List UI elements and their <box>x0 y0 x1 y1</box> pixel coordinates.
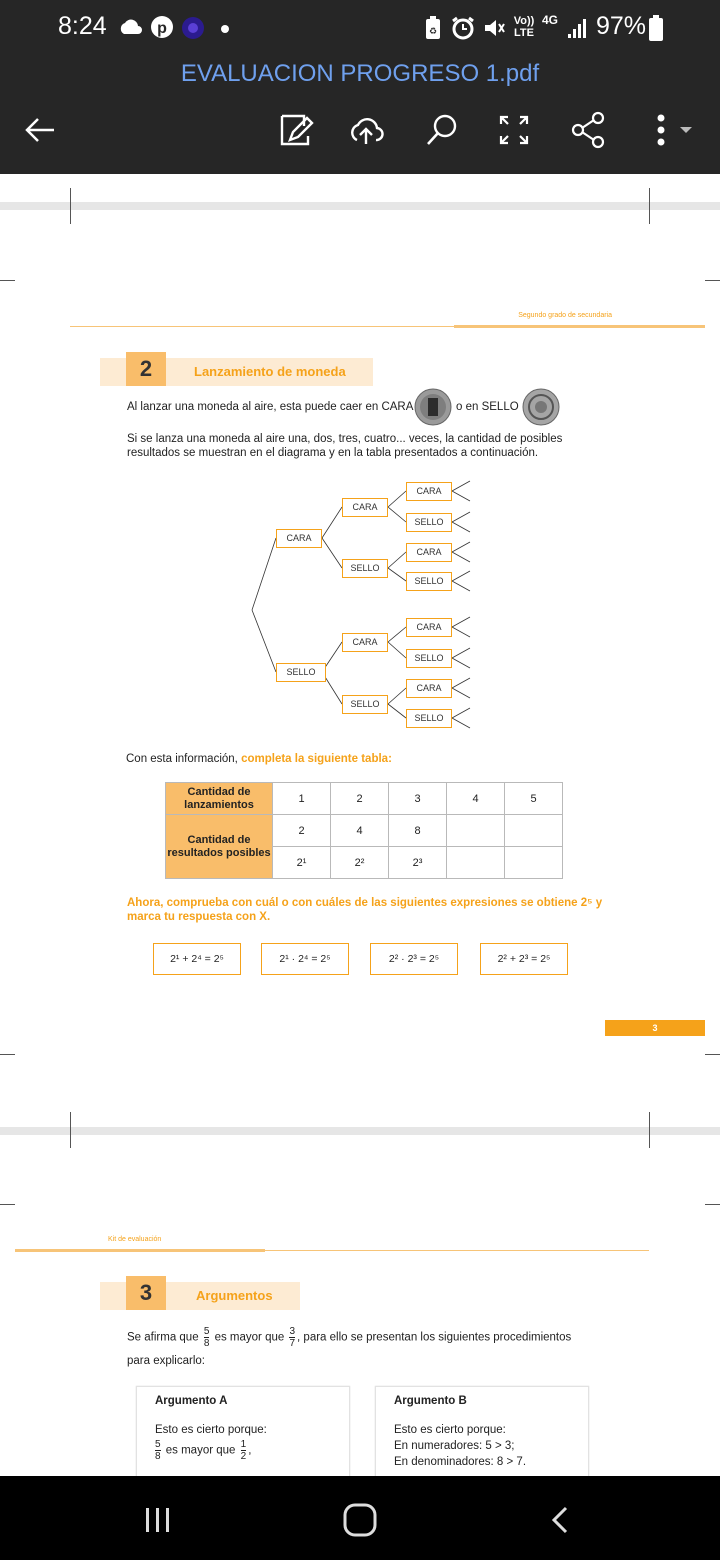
tree-node: SELLO <box>406 513 452 532</box>
fullscreen-icon[interactable] <box>496 112 532 148</box>
argument-line: En denominadores: 8 > 7. <box>394 1456 527 1468</box>
search-icon[interactable] <box>422 110 462 150</box>
intro-text-b: o en SELLO <box>456 401 519 413</box>
question-text: Ahora, comprueba con cuál o con cuáles de las siguientes expresiones se obtiene 2⁵ y marca tu respuesta con X. <box>127 897 603 923</box>
svg-text:♻: ♻ <box>428 26 438 36</box>
table-cell: 4 <box>331 815 389 847</box>
table-header: Cantidad de resultados posibles <box>166 815 273 879</box>
tree-node: CARA <box>406 482 452 501</box>
argument-line: Esto es cierto porque: <box>155 1424 267 1436</box>
table-cell: 2¹ <box>273 847 331 879</box>
expression-option[interactable]: 2¹ · 2⁴ = 2⁵ <box>261 943 349 975</box>
tree-node: CARA <box>406 618 452 637</box>
tree-node: CARA <box>406 679 452 698</box>
numerator: 5 <box>203 1326 210 1337</box>
arguments-intro <box>127 1326 607 1349</box>
section-number: 3 <box>126 1276 166 1310</box>
tree-node: SELLO <box>342 559 388 578</box>
fraction <box>204 1326 210 1349</box>
tree-node: CARA <box>276 529 322 548</box>
intro-text: es mayor que <box>214 1331 285 1344</box>
svg-text:p: p <box>157 20 167 37</box>
pdf-toolbar <box>0 56 720 174</box>
tree-node: SELLO <box>276 663 326 682</box>
battery-icon <box>648 14 664 42</box>
crop-mark <box>0 280 15 281</box>
volte-icon: Vo)) LTE <box>513 15 535 39</box>
tree-node: SELLO <box>406 649 452 668</box>
argument-line: Esto es cierto porque: <box>394 1424 506 1436</box>
denominator: 2 <box>240 1451 247 1462</box>
coin-sello-icon <box>522 388 560 426</box>
expression-option[interactable]: 2² + 2³ = 2⁵ <box>480 943 568 975</box>
tree-node: SELLO <box>406 572 452 591</box>
table-cell-empty[interactable] <box>447 815 505 847</box>
battery-saver-icon <box>424 15 442 41</box>
navigation-bar <box>0 1476 720 1560</box>
edit-icon[interactable] <box>276 110 316 150</box>
table-instruction <box>126 752 392 766</box>
intro-paragraph: Si se lanza una moneda al aire una, dos, tres, cuatro... veces, la cantidad de posibles resultados se muestran en el diagrama y en la tabla presentados a continuación. <box>127 433 563 459</box>
home-icon[interactable] <box>340 1502 380 1538</box>
argument-text: es mayor que <box>165 1444 236 1457</box>
table-cell: 2 <box>331 783 389 815</box>
crop-mark <box>70 188 71 224</box>
section-number: 2 <box>126 352 166 386</box>
tree-node: SELLO <box>342 695 388 714</box>
table-row <box>166 783 563 815</box>
table-cell: 8 <box>389 815 447 847</box>
denominator: 8 <box>203 1338 210 1349</box>
expression-option[interactable]: 2¹ + 2⁴ = 2⁵ <box>153 943 241 975</box>
intro-text-a: Al lanzar una moneda al aire, esta puede caer en CARA <box>127 401 414 413</box>
status-time: 8:24 <box>58 12 107 40</box>
crop-mark <box>70 1112 71 1148</box>
numerator: 1 <box>240 1439 247 1450</box>
table-cell: 2³ <box>389 847 447 879</box>
page-number-tab: 3 <box>605 1020 705 1036</box>
header-rule <box>70 326 454 327</box>
table-row <box>166 815 563 847</box>
argument-title: Argumento B <box>394 1395 467 1407</box>
page-header-left: Kit de evaluación <box>108 1236 162 1243</box>
pdf-viewport[interactable] <box>0 174 720 1476</box>
back-icon[interactable] <box>546 1504 576 1536</box>
pinterest-icon <box>150 15 174 39</box>
table-cell: 2² <box>331 847 389 879</box>
table-cell: 5 <box>505 783 563 815</box>
table-cell-empty[interactable] <box>447 847 505 879</box>
argument-line <box>153 1439 251 1462</box>
intro-text: , para ello se presentan los siguientes procedimientos <box>297 1331 572 1344</box>
table-header: Cantidad de lanzamientos <box>166 783 273 815</box>
table-cell-empty[interactable] <box>505 815 563 847</box>
recents-icon[interactable] <box>140 1504 176 1536</box>
crop-mark <box>0 1054 15 1055</box>
crop-mark <box>705 1204 720 1205</box>
crop-mark <box>705 280 720 281</box>
argument-text: , <box>248 1444 252 1457</box>
argument-b-box <box>375 1386 589 1488</box>
instruction-text: Con esta información, <box>126 753 238 765</box>
intro-text: Se afirma que <box>127 1331 199 1344</box>
results-table <box>165 782 563 879</box>
crop-mark <box>0 1204 15 1205</box>
argument-title: Argumento A <box>155 1395 228 1407</box>
crop-mark <box>705 1054 720 1055</box>
table-cell[interactable]: 4 <box>447 783 505 815</box>
more-icon[interactable] <box>650 112 700 148</box>
expression-option[interactable]: 2² · 2³ = 2⁵ <box>370 943 458 975</box>
back-arrow-icon[interactable] <box>22 112 58 148</box>
crop-mark <box>649 188 650 224</box>
tree-node: SELLO <box>406 709 452 728</box>
table-cell-empty[interactable] <box>505 847 563 879</box>
header-rule <box>265 1250 649 1251</box>
page-separator <box>0 1127 720 1135</box>
crop-mark <box>649 1112 650 1148</box>
argument-a-box <box>136 1386 350 1488</box>
fraction <box>241 1439 247 1462</box>
cloud-upload-icon[interactable] <box>346 110 386 150</box>
cloud-icon <box>118 18 144 36</box>
numerator: 3 <box>289 1326 296 1337</box>
section-title: Argumentos <box>196 1288 273 1303</box>
section-title: Lanzamiento de moneda <box>194 364 346 379</box>
denominator: 8 <box>155 1451 161 1462</box>
header-rule-bold <box>454 325 705 328</box>
fraction <box>155 1439 161 1462</box>
tree-node: CARA <box>342 633 388 652</box>
page-header-right: Segundo grado de secundaria <box>518 312 612 319</box>
numerator: 5 <box>155 1439 161 1450</box>
denominator: 7 <box>289 1338 296 1349</box>
fraction <box>289 1326 295 1349</box>
table-cell: 1 <box>273 783 331 815</box>
intro-text: para explicarlo: <box>127 1355 205 1367</box>
mute-icon <box>482 16 506 40</box>
instruction-highlight: completa la siguiente tabla: <box>241 753 392 765</box>
argument-line: En numeradores: 5 > 3; <box>394 1440 515 1452</box>
tree-node: CARA <box>342 498 388 517</box>
tree-node: CARA <box>406 543 452 562</box>
table-cell: 2 <box>273 815 331 847</box>
status-bar <box>0 0 720 56</box>
network-type: 4G <box>542 13 559 27</box>
signal-icon <box>566 16 590 40</box>
battery-percent: 97% <box>596 12 647 40</box>
table-cell: 3 <box>389 783 447 815</box>
share-icon[interactable] <box>570 110 608 150</box>
app-circle-icon <box>180 15 206 41</box>
page-separator <box>0 202 720 210</box>
document-title: EVALUACION PROGRESO 1.pdf <box>180 60 540 87</box>
header-rule-bold <box>15 1249 265 1252</box>
dot-icon <box>220 24 230 34</box>
coin-cara-icon <box>414 388 452 426</box>
alarm-icon <box>450 15 476 41</box>
